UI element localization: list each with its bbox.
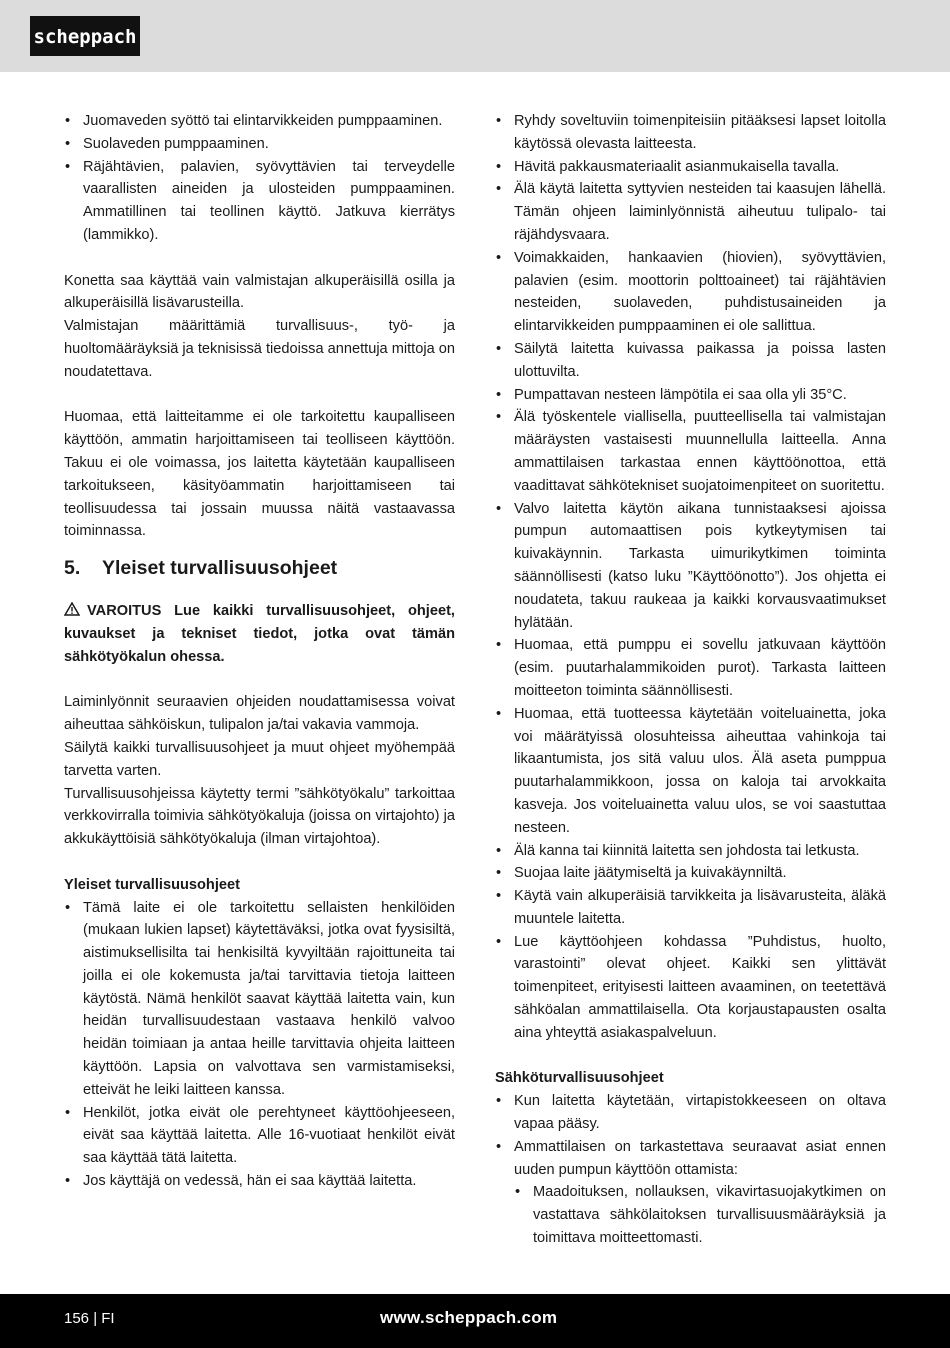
list-item bbox=[495, 1136, 886, 1250]
scheppach-logo bbox=[30, 16, 140, 56]
warning-text: VAROITUS Lue kaikki turvallisuusohjeet, ohjeet, kuvaukset ja tekniset tiedot, jotka ovat tämän sähkötyökalun ohessa. bbox=[64, 603, 455, 665]
subheading: Sähköturvallisuusohjeet bbox=[495, 1070, 664, 1087]
right-column bbox=[495, 110, 886, 1250]
list-item: • Voimakkaiden, hankaavien (hiovien), syövyttävien, palavien (esim. moottorin polttoaineet) tai räjähtävien nesteiden, suolaveden, puhdistusaineiden ja elintarvikkeiden pumppaaminen ei ole sallittua. bbox=[495, 247, 886, 338]
list-item: • Älä työskentele viallisella, puutteellisella tai valmistajan määräysten vastaisesti muunnellulla laitteella. Anna ammattilaisen tarkastaa ennen käyttöönottoa, että vaadittavat sähkötekniset suojatoimenpiteet on suoritettu. bbox=[495, 406, 886, 497]
section-number: 5. bbox=[64, 557, 81, 580]
sub-list bbox=[514, 1181, 886, 1249]
list-item: • Lue käyttöohjeen kohdassa ”Puhdistus, huolto, varastointi” olevat ohjeet. Kaikki sen ylittävät toimenpiteet, erityisesti laitteen avaaminen, on teetettävä sähköalan ammattilaisella. Ota korjaustapausten osalta aina yhteyttä asiakaspalveluun. bbox=[495, 931, 886, 1045]
list-item: • Tämä laite ei ole tarkoitettu sellaisten henkilöiden (mukaan lukien lapset) käytettäväksi, jotka ovat fyysisiltä, aistimuksellisilta tai henkisiltä kyvyiltään rajoittuneita tai joilla ei ole kokemusta ja/tai tarvittavia tietoja laitteen käytöstä. Nämä henkilöt saavat käyttää laitetta vain, kun heidän turvallisuudestaan vastaava henkilö valvoo heidän toimiaan ja antaa heille tarvittavia ohjeita laitteen käyttöön. Lapsia on valvottava sen varmistamiseksi, etteivät he leiki laitteen kanssa. bbox=[64, 897, 455, 1102]
svg-text:scheppach: scheppach bbox=[33, 26, 137, 48]
list-item: • Kun laitetta käytetään, virtapistokkeeseen on oltava vapaa pääsy. bbox=[495, 1090, 886, 1136]
list-item: • Käytä vain alkuperäisiä tarvikkeita ja lisävarusteita, äläkä muuntele laitetta. bbox=[495, 885, 886, 931]
list-item: • Jos käyttäjä on vedessä, hän ei saa käyttää laitetta. bbox=[64, 1170, 455, 1193]
list-item: • Älä käytä laitetta syttyvien nesteiden tai kaasujen lähellä. Tämän ohjeen laiminlyönnistä aiheutuu tulipalo- tai räjähdysvaara. bbox=[495, 178, 886, 246]
list-item: • Valvo laitetta käytön aikana tunnistaaksesi ajoissa pumpun automaattisen pois kytkeytymisen tai kuivakäynnin. Tarkasta uimurikytkimen toiminta säännöllisesti (katso luku ”Käyttöönotto”). Jos ohjetta ei noudateta, takuu raukeaa ja kaikki korvausvaatimukset hylätään. bbox=[495, 498, 886, 635]
list-item: • Suolaveden pumppaaminen. bbox=[64, 133, 455, 156]
safety-list bbox=[64, 897, 455, 1193]
subheading: Yleiset turvallisuusohjeet bbox=[64, 876, 240, 893]
list-item: • Henkilöt, jotka eivät ole perehtyneet käyttöohjeeseen, eivät saa käyttää laitetta. Alle 16-vuotiaat henkilöt eivät saa käyttää tätä laitetta. bbox=[64, 1102, 455, 1170]
section-heading bbox=[64, 556, 455, 580]
paragraph: Laiminlyönnit seuraavien ohjeiden noudattamisessa voivat aiheuttaa sähköiskun, tulipalon ja/tai vakavia vammoja. bbox=[64, 694, 455, 734]
electrical-safety-list bbox=[495, 1090, 886, 1250]
page-header bbox=[0, 0, 950, 72]
paragraph: Säilytä kaikki turvallisuusohjeet ja muut ohjeet myöhempää tarvetta varten. bbox=[64, 739, 455, 779]
list-item: • Pumpattavan nesteen lämpötila ei saa olla yli 35°C. bbox=[495, 384, 886, 407]
page-number: 156 | FI bbox=[64, 1310, 115, 1327]
list-item: • Suojaa laite jäätymiseltä ja kuivakäynniltä. bbox=[495, 862, 886, 885]
list-item: • Ryhdy soveltuviin toimenpiteisiin pitääksesi lapset loitolla käytössä olevasta laitteesta. bbox=[495, 110, 886, 156]
list-item: • Huomaa, että tuotteessa käytetään voiteluainetta, joka voi määrätyissä olosuhteissa aiheuttaa vahinkoja tai likaantumista, jos sitä valuu ulos. Älä aseta pumppua puutarhalammikkoon, jossa on kaloja tai arvokkaita kasveja. Jos voiteluainetta valuu ulos, se voi saastuttaa nesteen. bbox=[495, 703, 886, 840]
list-item-text: Ammattilaisen on tarkastettava seuraavat asiat ennen uuden pumpun käyttöön ottamista: bbox=[514, 1138, 886, 1178]
paragraph: Konetta saa käyttää vain valmistajan alkuperäisillä osilla ja alkuperäisillä lisävarusteilla. bbox=[64, 272, 455, 312]
website-url: www.scheppach.com bbox=[380, 1308, 558, 1327]
safety-list-continued bbox=[495, 110, 886, 1045]
page-footer bbox=[0, 1294, 950, 1348]
list-item: • Huomaa, että pumppu ei sovellu jatkuvaan käyttöön (esim. puutarhalammikoiden purot). Tarkasta laitteen moitteeton toiminta säännöllisesti. bbox=[495, 634, 886, 702]
restrictions-list bbox=[64, 110, 455, 247]
warning-block bbox=[64, 600, 455, 668]
sub-list-item: • Maadoituksen, nollauksen, vikavirtasuojakytkimen on vastattava sähkölaitoksen turvallisuusmääräyksiä ja toimittava moitteettomasti. bbox=[514, 1181, 886, 1249]
list-item: • Juomaveden syöttö tai elintarvikkeiden pumppaaminen. bbox=[64, 110, 455, 133]
paragraph: Turvallisuusohjeissa käytetty termi ”sähkötyökalu” tarkoittaa verkkovirralla toimivia sähkötyökaluja (joissa on virtajohto) ja akkukäyttöisiä sähkötyökaluja (ilman virtajohtoa). bbox=[64, 785, 455, 848]
paragraph: Valmistajan määrittämiä turvallisuus-, työ- ja huoltomääräyksiä ja teknisissä tiedoissa annettuja mittoja on noudatettava. bbox=[64, 318, 456, 380]
paragraph: Huomaa, että laitteitamme ei ole tarkoitettu kaupalliseen käyttöön, ammatin harjoittamiseen tai teolliseen käyttöön. Takuu ei ole voimassa, jos laitetta käytetään kaupalliseen tarkoitukseen, käsityöammatin harjoittamiseen tai teollisuudessa tai jossain muussa näitä vastaavassa toiminnassa. bbox=[64, 409, 455, 540]
section-title: Yleiset turvallisuusohjeet bbox=[102, 557, 338, 580]
list-item: • Säilytä laitetta kuivassa paikassa ja poissa lasten ulottuvilta. bbox=[495, 338, 886, 384]
left-column bbox=[64, 110, 455, 1193]
list-item: • Älä kanna tai kiinnitä laitetta sen johdosta tai letkusta. bbox=[495, 840, 886, 863]
warning-triangle-icon bbox=[64, 601, 80, 615]
list-item: • Hävitä pakkausmateriaalit asianmukaisella tavalla. bbox=[495, 156, 886, 179]
list-item: • Räjähtävien, palavien, syövyttävien tai terveydelle vaarallisten aineiden ja ulosteiden pumppaaminen. Ammatillinen tai teollinen käyttö. Jatkuva kierrätys (lammikko). bbox=[64, 156, 455, 247]
